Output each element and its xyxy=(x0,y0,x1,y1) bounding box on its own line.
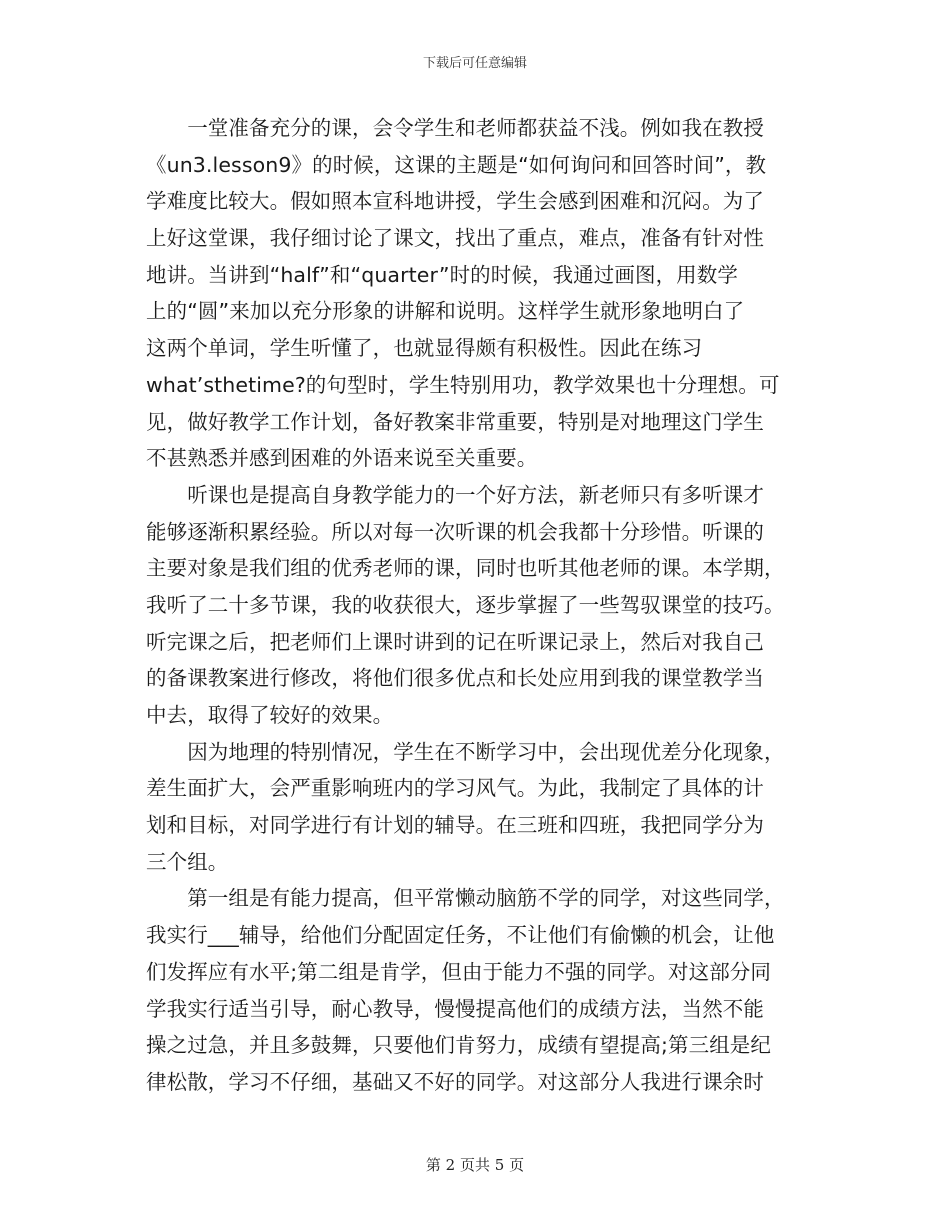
page-header: 下载后可任意编辑 xyxy=(422,56,527,71)
text-line: 学难度比较大。假如照本宣科地讲授，学生会感到困难和沉闷。为了 xyxy=(146,189,764,214)
text-line: 这两个单词，学生听懂了，也就显得颇有积极性。因此在练习 xyxy=(146,336,703,361)
text-line: 们发挥应有水平;第二组是肯学，但由于能力不强的同学。对这部分同 xyxy=(146,959,772,984)
text-line: 一堂准备充分的课，会令学生和老师都获益不浅。例如我在教授 xyxy=(146,116,764,140)
text-line: 三个组。 xyxy=(146,849,229,874)
document-body xyxy=(146,110,806,1101)
text-line: 听完课之后，把老师们上课时讲到的记在听课记录上，然后对我自己 xyxy=(146,629,764,654)
text-line: 我听了二十多节课，我的收获很大，逐步掌握了一些驾驭课堂的技巧。 xyxy=(146,592,785,617)
text-line: 主要对象是我们组的优秀老师的课，同时也听其他老师的课。本学期， xyxy=(146,556,785,581)
text-line: 中去，取得了较好的效果。 xyxy=(146,703,394,727)
text-line: 上好这堂课，我仔细讨论了课文，找出了重点，难点，准备有针对性 xyxy=(146,226,764,251)
text-line: 地讲。当讲到“half”和“quarter”时的时候，我通过画图，用数学 xyxy=(146,262,738,287)
text-line: 划和目标，对同学进行有计划的辅导。在三班和四班，我把同学分为 xyxy=(146,813,764,838)
text-line: 学我实行适当引导，耐心教导，慢慢提高他们的成绩方法，当然不能 xyxy=(146,996,764,1021)
text-line: 《un3.lesson9》的时候，这课的主题是“如何询问和回答时间”，教 xyxy=(146,152,767,177)
text-line: 差生面扩大，会严重影响班内的学习风气。为此，我制定了具体的计 xyxy=(146,776,764,801)
text-line: 律松散，学习不仔细，基础又不好的同学。对这部分人我进行课余时 xyxy=(146,1069,764,1094)
text-line: 我实行___辅导，给他们分配固定任务，不让他们有偷懒的机会，让他 xyxy=(146,923,775,948)
text-line: 能够逐渐积累经验。所以对每一次听课的机会我都十分珍惜。听课的 xyxy=(146,519,764,544)
text-line: what’sthetime?的句型时，学生特别用功，教学效果也十分理想。可 xyxy=(146,372,780,397)
text-line: 听课也是提高自身教学能力的一个好方法，新老师只有多听课才 xyxy=(146,482,764,507)
text-line: 的备课教案进行修改，将他们很多优点和长处应用到我的课堂教学当 xyxy=(146,666,764,691)
text-line: 上的“圆”来加以充分形象的讲解和说明。这样学生就形象地明白了 xyxy=(146,299,745,324)
page-number: 第 2 页共 5 页 xyxy=(425,1156,525,1174)
text-line: 操之过急，并且多鼓舞，只要他们肯努力，成绩有望提高;第三组是纪 xyxy=(146,1033,772,1058)
text-line: 第一组是有能力提高，但平常懒动脑筋不学的同学，对这些同学， xyxy=(146,886,785,911)
text-line: 见，做好教学工作计划，备好教案非常重要，特别是对地理这门学生 xyxy=(146,409,764,434)
text-line: 不甚熟悉并感到困难的外语来说至关重要。 xyxy=(146,446,538,471)
text-line: 因为地理的特别情况，学生在不断学习中，会出现优差分化现象， xyxy=(146,739,785,764)
